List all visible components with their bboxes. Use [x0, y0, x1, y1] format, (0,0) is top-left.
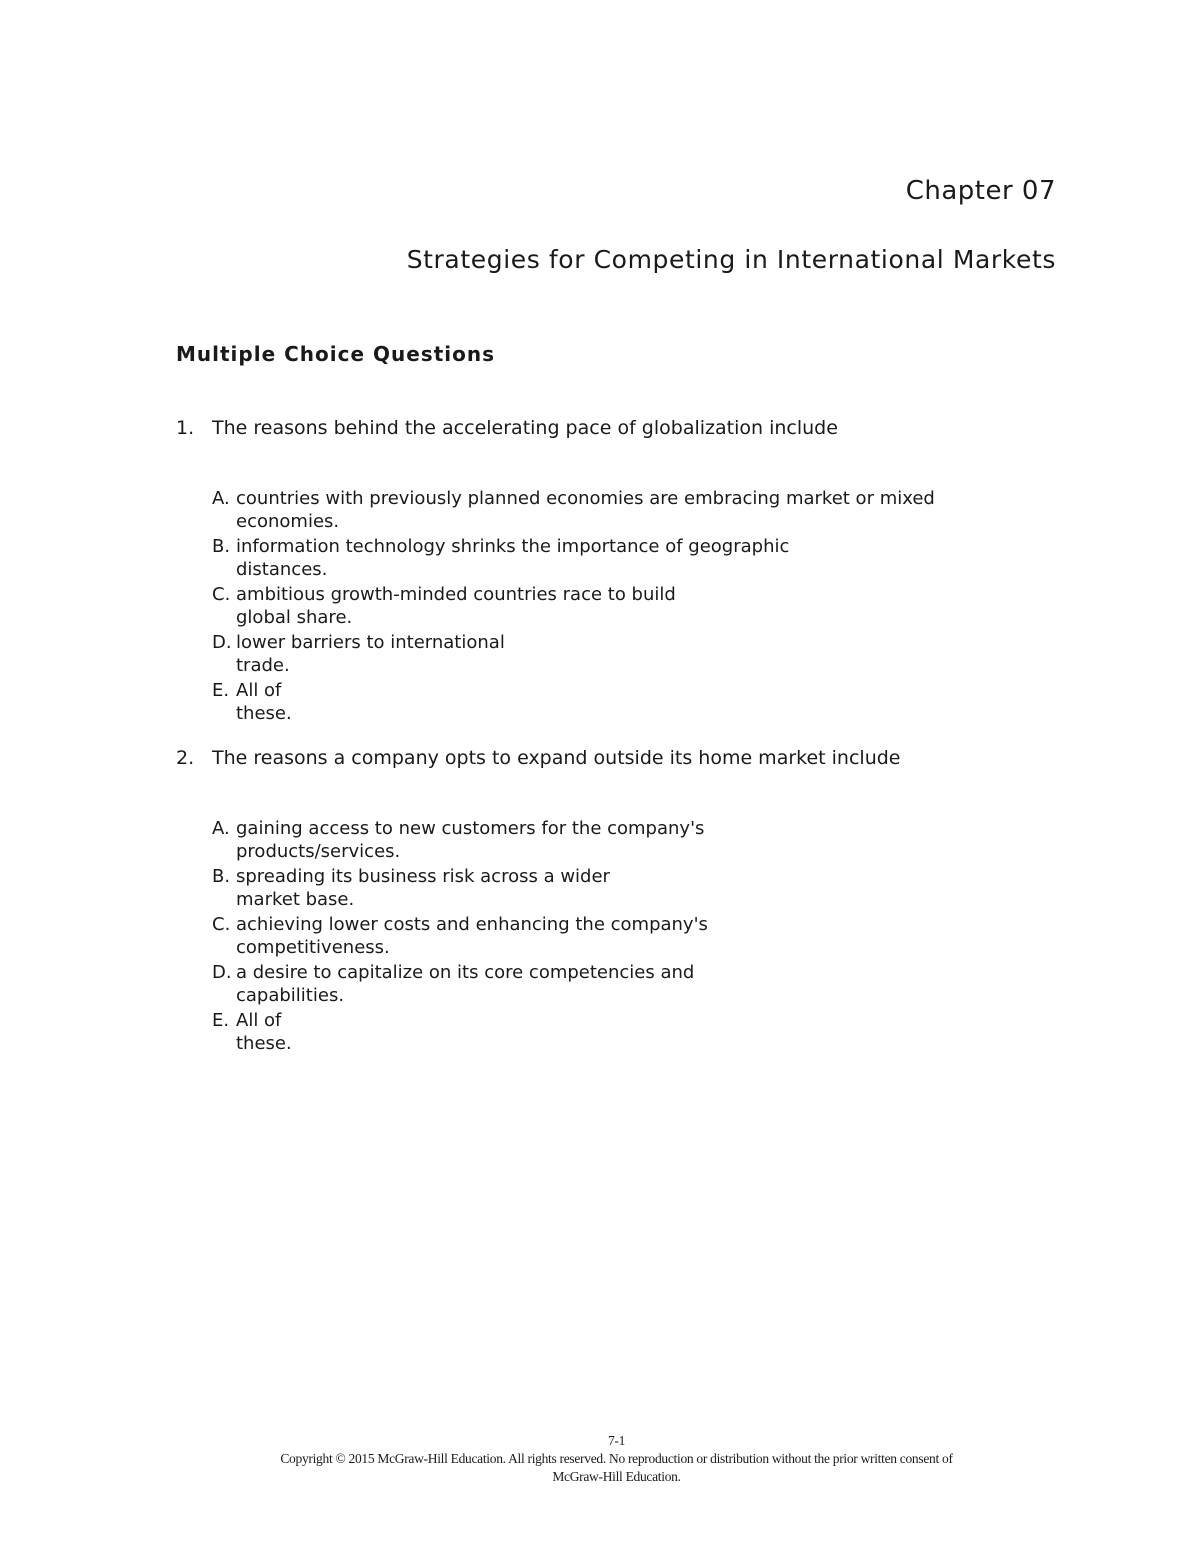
option-letter: D. [212, 632, 232, 653]
option-text-line: ambitious growth-minded countries race to build [236, 584, 676, 605]
option-letter: B. [212, 866, 231, 887]
option-text-line: All of [236, 1010, 282, 1031]
option-text-line: information technology shrinks the importance of geographic [236, 536, 790, 557]
answer-option [212, 631, 1112, 677]
chapter-title: Strategies for Competing in International Markets [406, 245, 1056, 274]
answer-option [212, 961, 1112, 1007]
option-letter: E. [212, 1010, 230, 1031]
question-number: 2. [176, 747, 195, 769]
option-text-line: distances. [236, 559, 328, 580]
copyright-line: McGraw-Hill Education. [552, 1469, 681, 1484]
question-number: 1. [176, 417, 195, 439]
option-text-line: a desire to capitalize on its core competencies and [236, 962, 695, 983]
option-text-line: products/services. [236, 841, 401, 862]
option-text-line: market base. [236, 889, 355, 910]
question-1 [176, 415, 1076, 724]
option-text-line: spreading its business risk across a wider [236, 866, 610, 887]
answer-option [212, 913, 1112, 959]
section-heading: Multiple Choice Questions [176, 342, 496, 366]
page-number: 7-1 [607, 1433, 626, 1448]
answer-option [212, 487, 1112, 533]
option-text-line: lower barriers to international [236, 632, 505, 653]
option-letter: C. [212, 914, 231, 935]
answer-options [212, 817, 1112, 1055]
option-letter: A. [212, 818, 230, 839]
answer-option [212, 535, 1112, 581]
option-text-line: economies. [236, 511, 340, 532]
option-text-line: trade. [236, 655, 290, 676]
option-text-line: these. [236, 703, 292, 724]
copyright-line: Copyright © 2015 McGraw-Hill Education. All rights reserved. No reproduction or distribution without the prior written consent of [280, 1451, 953, 1466]
answer-option [212, 583, 1112, 629]
page-footer [0, 1432, 1200, 1486]
option-text-line: competitiveness. [236, 937, 390, 958]
question-stem [176, 745, 1076, 771]
option-text-line: capabilities. [236, 985, 345, 1006]
question-stem [176, 415, 1076, 441]
option-text-line: achieving lower costs and enhancing the company's [236, 914, 708, 935]
option-letter: D. [212, 962, 232, 983]
option-letter: C. [212, 584, 231, 605]
question-2 [176, 745, 1076, 1054]
option-text-line: gaining access to new customers for the company's [236, 818, 705, 839]
option-text-line: global share. [236, 607, 353, 628]
option-text-line: these. [236, 1033, 292, 1054]
answer-option [212, 1009, 1112, 1055]
option-text-line: All of [236, 680, 282, 701]
question-text: The reasons behind the accelerating pace of globalization include [212, 417, 838, 439]
answer-option [212, 865, 1112, 911]
option-text-line: countries with previously planned economies are embracing market or mixed [236, 488, 935, 509]
question-text: The reasons a company opts to expand outside its home market include [212, 747, 901, 769]
answer-option [212, 817, 1112, 863]
chapter-label: Chapter 07 [905, 176, 1056, 206]
answer-option [212, 679, 1112, 725]
option-letter: E. [212, 680, 230, 701]
option-letter: A. [212, 488, 230, 509]
option-letter: B. [212, 536, 231, 557]
answer-options [212, 487, 1112, 725]
